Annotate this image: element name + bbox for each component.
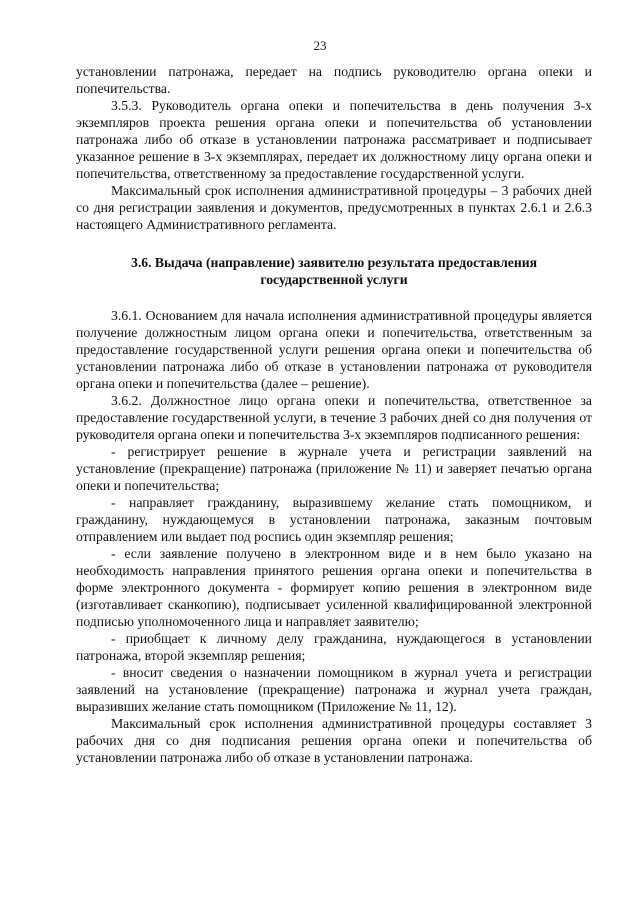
section-heading-3-6: 3.6. Выдача (направление) заявителю результата предоставления государственной услуги	[130, 255, 538, 287]
paragraph-3-6-1: 3.6.1. Основанием для начала исполнения административной процедуры является получение должностным лицом органа опеки и попечительства, ответственным за предоставление государственной услуги решения органа опеки и попечительства об установлении патронажа либо об отказе в установлении патронажа от руководителя органа опеки и попечительства (далее – решение).	[76, 308, 592, 391]
paragraph-max-term-3-6: Максимальный срок исполнения административной процедуры составляет 3 рабочих дня со дня подписания решения органа опеки и попечительства об установлении патронажа либо об отказе в установлении патронажа.	[76, 716, 592, 765]
list-item-register: - регистрирует решение в журнале учета и регистрации заявлений на установление (прекращение) патронажа (приложение № 11) и заверяет печатью органа опеки и попечительства;	[76, 444, 592, 493]
paragraph-3-5-3: 3.5.3. Руководитель органа опеки и попечительства в день получения 3-х экземпляров проекта решения органа опеки и попечительства об установлении патронажа либо об отказе в установлении патронажа рассматривает и подписывает указанное решение в 3-х экземплярах, передает их должностному лицу органа опеки и попечительства, ответственному за предоставление государственной услуги.	[76, 98, 592, 181]
paragraph-max-term-3-5: Максимальный срок исполнения административной процедуры – 3 рабочих дней со дня регистрации заявления и документов, предусмотренных в пунктах 2.6.1 и 2.6.3 настоящего Административного регламента.	[76, 183, 592, 232]
list-item-send: - направляет гражданину, выразившему желание стать помощником, и гражданину, нуждающемуся в установлении патронажа, заказным почтовым отправлением или выдает под роспись один экземпляр решения;	[76, 495, 592, 544]
paragraph-3-6-2: 3.6.2. Должностное лицо органа опеки и попечительства, ответственное за предоставление государственной услуги, в течение 3 рабочих дней со дня получения от руководителя органа опеки и попечительства 3-х экземпляров подписанного решения:	[76, 393, 592, 442]
list-item-record: - вносит сведения о назначении помощником в журнал учета и регистрации заявлений на установление (прекращение) патронажа и журнал учета граждан, выразивших желание стать помощником (Приложение № 11, 12).	[76, 665, 592, 714]
page-number: 23	[313, 38, 327, 53]
document-body	[76, 63, 592, 766]
list-item-attach: - приобщает к личному делу гражданина, нуждающегося в установлении патронажа, второй экземпляр решения;	[76, 631, 592, 663]
list-item-electronic: - если заявление получено в электронном виде и в нем было указано на необходимость направления принятого решения органа опеки и попечительства в форме электронного документа - формирует копию решения в электронном виде (изготавливает сканкопию), подписывает усиленной квалифицированной электронной подписью уполномоченного лица и направляет заявителю;	[76, 546, 592, 629]
paragraph-continuation: установлении патронажа, передает на подпись руководителю органа опеки и попечительства.	[76, 64, 592, 96]
